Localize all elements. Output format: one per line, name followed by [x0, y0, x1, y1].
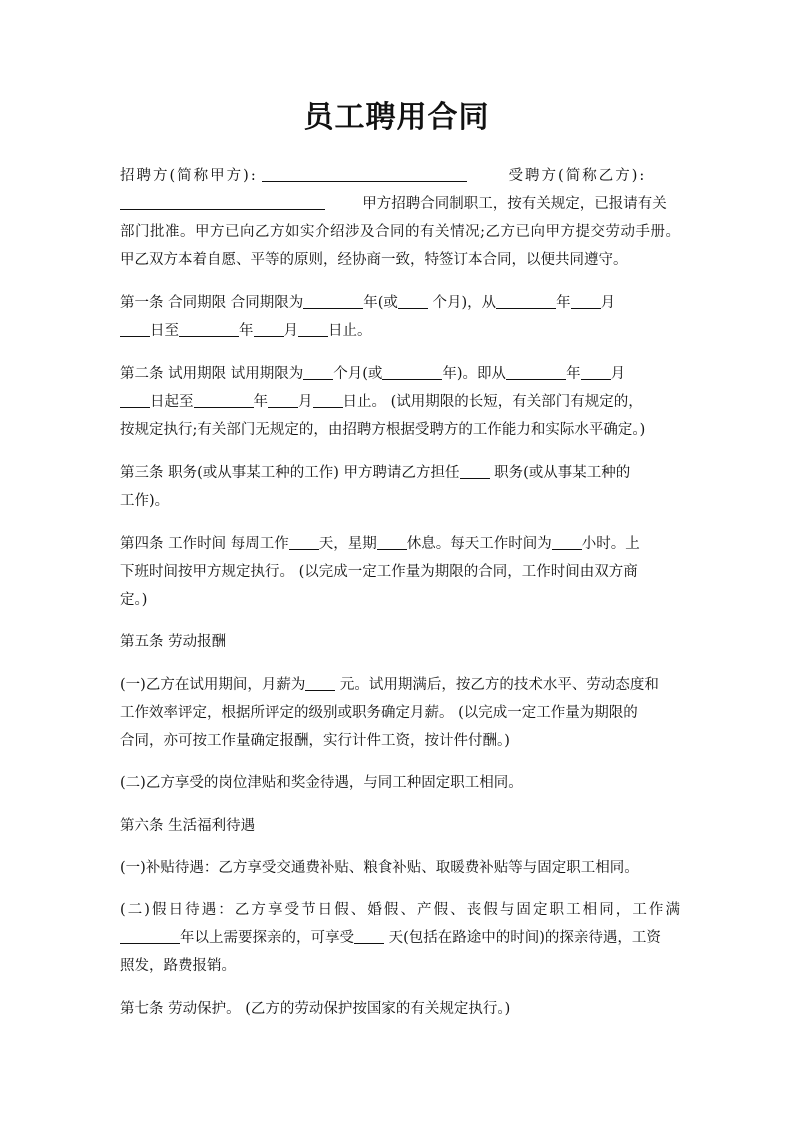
- blank: [496, 294, 556, 309]
- article-3-line-1: 第三条 职务(或从事某工种的工作) 甲方聘请乙方担任 职务(或从事某工种的: [120, 465, 631, 481]
- blank: [298, 322, 328, 337]
- employee-blank: [120, 195, 325, 210]
- article-6-p1: (一)补贴待遇：乙方享受交通费补贴、粮食补贴、取暖费补贴等与固定职工相同。: [120, 860, 639, 876]
- article-2-line-2: 日起至 年 月 日止。 (试用期限的长短，有关部门有规定的，: [120, 392, 680, 412]
- blank: [382, 365, 442, 380]
- blank: [460, 464, 490, 479]
- intro-line-3: 部门批准。甲方已向乙方如实介绍涉及合同的有关情况;乙方已向甲方提交劳动手册。: [120, 224, 680, 240]
- blank: [354, 929, 384, 944]
- article-2-line-1: 第二条 试用期限 试用期限为 个月(或 年)。即从 年 月: [120, 366, 626, 382]
- article-5-heading: 第五条 劳动报酬: [120, 634, 227, 650]
- article-4-line-1: 第四条 工作时间 每周工作 天，星期 休息。每天工作时间为 小时。上: [120, 536, 640, 552]
- employee-label: 受聘方(简称乙方):: [508, 168, 647, 184]
- blank: [179, 322, 239, 337]
- blank: [313, 393, 343, 408]
- blank: [506, 365, 566, 380]
- intro-line-1: [120, 166, 680, 186]
- employer-label: 招聘方(简称甲方):: [120, 168, 258, 184]
- blank: [303, 365, 333, 380]
- article-5-p2: (二)乙方享受的岗位津贴和奖金待遇，与同工种固定职工相同。: [120, 775, 523, 791]
- article-5-p1-line-3: 合同，亦可按工作量确定报酬，实行计件工资，按计件付酬。): [120, 733, 510, 749]
- blank: [120, 393, 150, 408]
- intro-line-4: 甲乙双方本着自愿、平等的原则，经协商一致，特签订本合同，以便共同遵守。: [120, 252, 628, 268]
- blank: [305, 676, 335, 691]
- article-3-line-2: 工作)。: [120, 493, 170, 509]
- blank: [120, 929, 180, 944]
- article-2-line-3: 按规定执行;有关部门无规定的，由招聘方根据受聘方的工作能力和实际水平确定。): [120, 422, 646, 438]
- article-6-heading: 第六条 生活福利待遇: [120, 818, 256, 834]
- employer-blank: [262, 167, 467, 182]
- article-1-line-1: 第一条 合同期限 合同期限为 年(或 个月)，从 年 月: [120, 295, 616, 311]
- article-4-line-3: 定。): [120, 592, 148, 608]
- article-6-p2-line-3: 照发，路费报销。: [120, 958, 236, 974]
- blank: [571, 294, 601, 309]
- blank: [581, 365, 611, 380]
- article-7-text: 第七条 劳动保护。 (乙方的劳动保护按国家的有关规定执行。): [120, 1001, 511, 1017]
- blank: [289, 535, 319, 550]
- blank: [120, 322, 150, 337]
- article-1-line-2: 日至 年 月 日止。: [120, 321, 680, 341]
- article-5-p1-line-1: (一)乙方在试用期间，月薪为 元。试用期满后，按乙方的技术水平、劳动态度和: [120, 677, 659, 693]
- article-6-p2-line-1: (二)假日待遇：乙方享受节日假、婚假、产假、丧假与固定职工相同，工作满: [120, 902, 680, 918]
- article-4-line-2: 下班时间按甲方规定执行。 (以完成一定工作量为期限的合同，工作时间由双方商: [120, 564, 638, 580]
- blank: [303, 294, 363, 309]
- blank: [552, 535, 582, 550]
- blank: [268, 393, 298, 408]
- article-6-p2-line-2: 年以上需要探亲的，可享受 天(包括在路途中的时间)的探亲待遇，工资: [120, 928, 680, 948]
- article-5-p1-line-2: 工作效率评定，根据所评定的级别或职务确定月薪。 (以完成一定工作量为期限的: [120, 705, 638, 721]
- blank: [254, 322, 284, 337]
- document-title: 员工聘用合同: [303, 100, 490, 135]
- blank: [377, 535, 407, 550]
- blank: [398, 294, 428, 309]
- blank: [194, 393, 254, 408]
- intro-line-2: 甲方招聘合同制职工，按有关规定，已报请有关: [120, 194, 680, 214]
